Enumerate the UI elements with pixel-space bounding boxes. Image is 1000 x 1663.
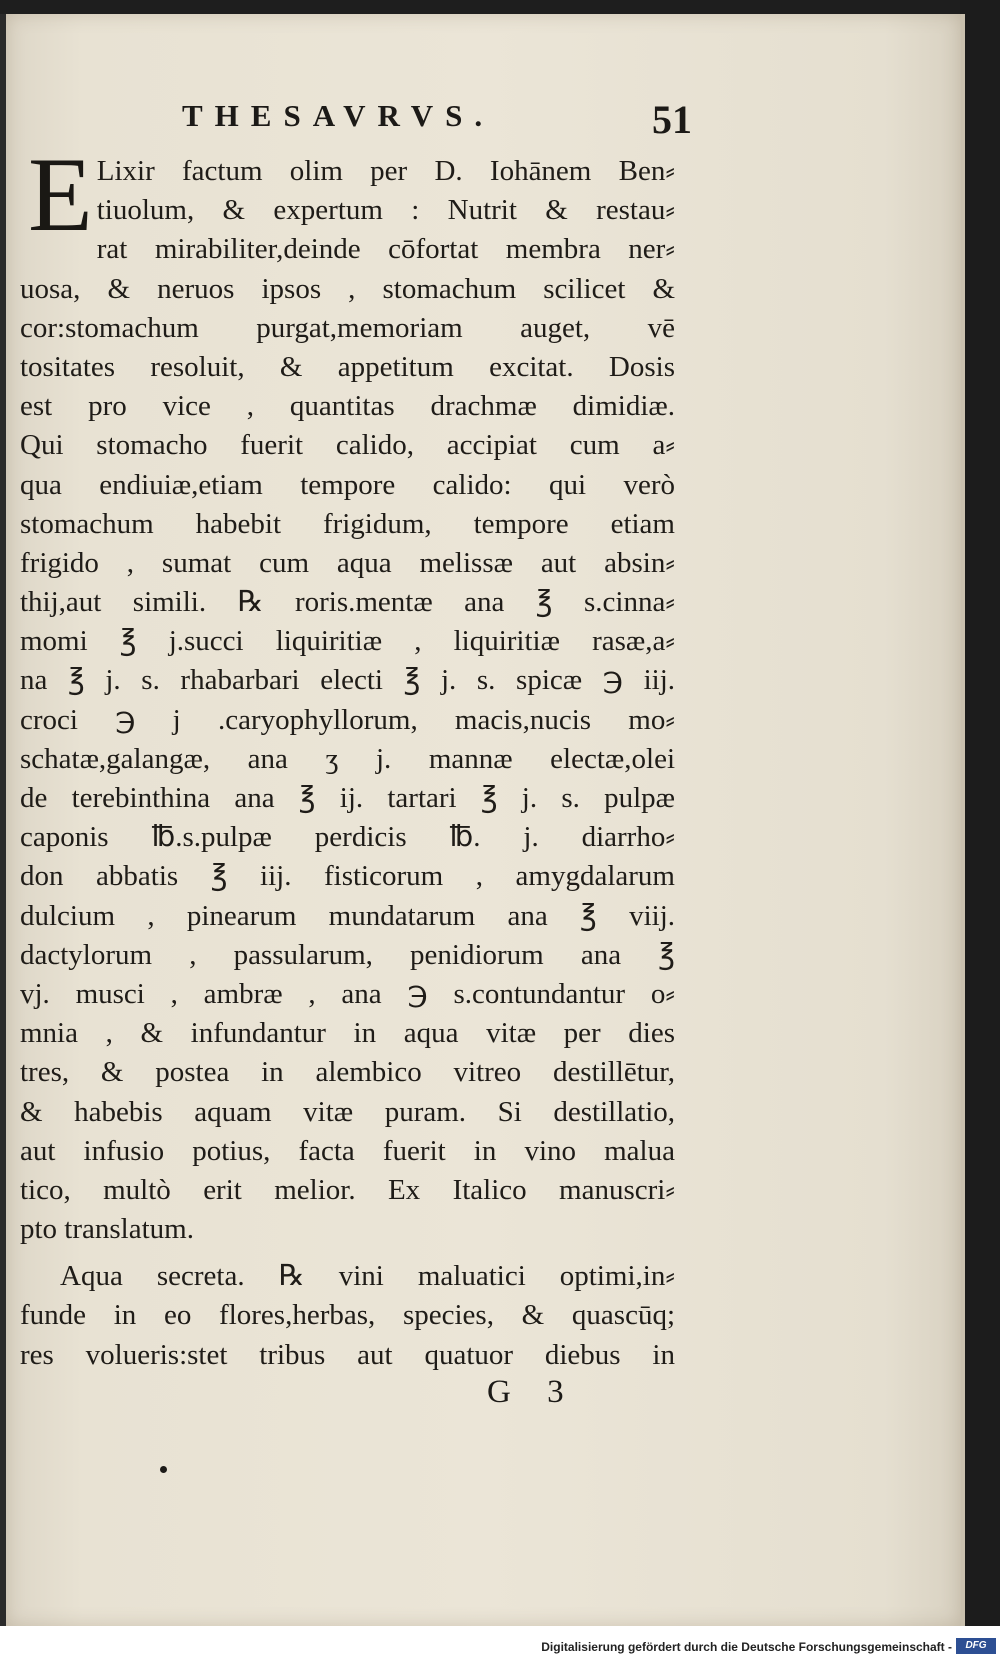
text-line: stomachum habebit frigidum, tempore etiam xyxy=(20,507,675,540)
page-edge xyxy=(961,14,965,1626)
text-line: de terebinthina ana ℥ ij. tartari ℥ j. s. pulpæ xyxy=(20,782,675,814)
text-line: tositates resoluit, & appetitum excitat. Dosis xyxy=(20,350,675,383)
text-line: dactylorum , passularum, penidiorum ana ℥ xyxy=(20,938,675,971)
text-line: tres, & postea in alembico vitreo destillētur, xyxy=(20,1056,675,1089)
text-line: thij,aut simili. ℞ roris.mentæ ana ℥ s.cinna⸗ xyxy=(20,586,675,619)
text-line: est pro vice , quantitas drachmæ dimidiæ. xyxy=(20,390,675,423)
scan-frame-top xyxy=(0,0,1000,14)
text-line: tico, multò erit melior. Ex Italico manuscri⸗ xyxy=(20,1173,675,1206)
text-line: na ℥ j. s. rhabarbari electi ℥ j. s. spicæ ℈ iij. xyxy=(20,664,675,697)
text-line: schatæ,galangæ, ana ʒ j. mannæ electæ,olei xyxy=(20,742,675,775)
text-line: funde in eo flores,herbas, species, & quascūq; xyxy=(20,1299,675,1332)
text-line: res volueris:stet tribus aut quatuor diebus in xyxy=(20,1338,675,1371)
scan-frame-right xyxy=(960,0,1000,1663)
body-text xyxy=(20,136,675,1375)
dfg-logo-icon: DFG xyxy=(956,1638,996,1654)
paragraph-aqua-secreta xyxy=(20,1257,675,1375)
text-line: & habebis aquam vitæ puram. Si destillatio, xyxy=(20,1095,675,1128)
text-line: Lixir factum olim per D. Iohānem Ben⸗ xyxy=(96,155,675,187)
text-line: vj. musci , ambræ , ana ℈ s.contundantur o⸗ xyxy=(20,977,675,1010)
text-line: tiuolum, & expertum : Nutrit & restau⸗ xyxy=(96,194,675,227)
text-line: uosa, & neruos ipsos , stomachum scilicet & xyxy=(20,272,675,305)
text-line: Qui stomacho fuerit calido, accipiat cum a⸗ xyxy=(20,429,675,462)
text-line: qua endiuiæ,etiam tempore calido: qui verò xyxy=(20,468,675,501)
text-line: Aqua secreta. ℞ vini maluatici optimi,in⸗ xyxy=(60,1260,675,1293)
text-line: frigido , sumat cum aqua melissæ aut absin⸗ xyxy=(20,546,675,579)
text-line: mnia , & infundantur in aqua vitæ per dies xyxy=(20,1017,675,1050)
ink-spot xyxy=(160,1466,167,1473)
running-head: THESAVRVS. xyxy=(182,98,495,133)
text-line: don abbatis ℥ iij. fisticorum , amygdalarum xyxy=(20,860,675,893)
signature-mark: G 3 xyxy=(487,1374,578,1410)
text-line: dulcium , pinearum mundatarum ana ℥ viij. xyxy=(20,899,675,932)
drop-cap: E xyxy=(28,136,93,253)
text-line: caponis ℔.s.pulpæ perdicis ℔. j. diarrho⸗ xyxy=(20,821,675,854)
paragraph-elixir xyxy=(20,136,675,1249)
text-line: cor:stomachum purgat,memoriam auget, vē xyxy=(20,311,675,344)
text-line: croci ℈ j .caryophyllorum, macis,nucis mo⸗ xyxy=(20,703,675,736)
dfg-credit-text: Digitalisierung gefördert durch die Deutsche Forschungsgemeinschaft - xyxy=(541,1640,952,1654)
text-line: rat mirabiliter,deinde cōfortat membra ner⸗ xyxy=(96,233,675,266)
page-number: 51 xyxy=(652,97,692,142)
text-line: pto translatum. xyxy=(20,1213,194,1246)
text-line: momi ℥ j.succi liquiritiæ , liquiritiæ rasæ,a⸗ xyxy=(20,625,675,658)
text-line: aut infusio potius, facta fuerit in vino malua xyxy=(20,1134,675,1167)
